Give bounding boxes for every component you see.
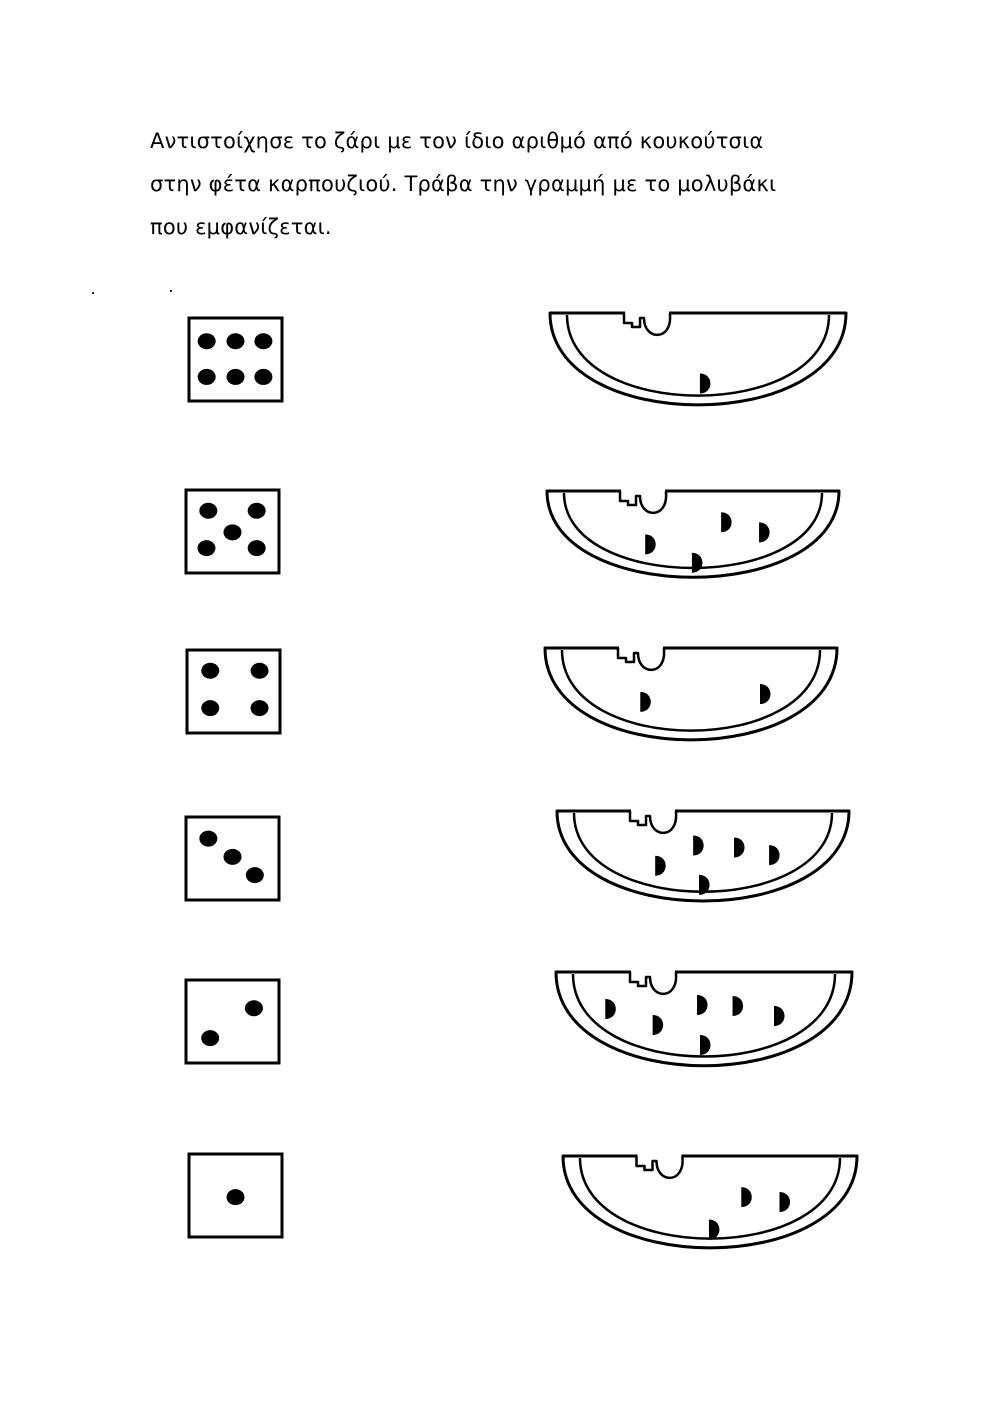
watermelon-slice <box>545 646 837 740</box>
die-pip <box>201 700 219 716</box>
die-face <box>186 980 279 1063</box>
watermelon-slice <box>547 489 839 577</box>
die-pip <box>197 540 215 556</box>
die-pip <box>254 333 272 349</box>
instruction-line-1: Αντιστοίχησε το ζάρι με τον ίδιο αριθμό από κουκούτσια <box>150 129 764 153</box>
die-pip <box>198 333 216 349</box>
watermelon-column <box>545 311 857 1248</box>
die <box>189 1154 282 1237</box>
instruction-line-3: που εμφανίζεται. <box>150 215 332 239</box>
die <box>189 318 282 401</box>
die-pip <box>245 1000 263 1016</box>
watermelon-slice <box>557 809 849 901</box>
die-pip <box>227 333 245 349</box>
die-pip <box>248 503 266 519</box>
die-pip <box>201 663 219 679</box>
die-pip <box>251 700 269 716</box>
watermelon-slice <box>550 311 846 405</box>
die-pip <box>201 1030 219 1046</box>
instruction-line-2: στην φέτα καρπουζιού. Τράβα την γραμμή με το μολυβάκι <box>150 172 777 196</box>
die-pip <box>199 831 217 847</box>
die <box>186 817 279 900</box>
die-pip <box>227 1189 245 1205</box>
die-pip <box>224 849 242 865</box>
die-pip <box>198 369 216 385</box>
watermelon-slice <box>556 970 852 1066</box>
slice-rind <box>545 648 837 740</box>
die-pip <box>199 503 217 519</box>
die <box>186 490 279 573</box>
die-pip <box>227 369 245 385</box>
die-pip <box>246 867 264 883</box>
slice-rind <box>550 313 846 405</box>
die-pip <box>254 369 272 385</box>
die-pip <box>248 540 266 556</box>
die-pip <box>224 524 242 540</box>
die-face <box>189 318 282 401</box>
watermelon-slice <box>563 1154 857 1248</box>
die-pip <box>251 663 269 679</box>
die-face <box>187 650 280 733</box>
die <box>186 980 279 1063</box>
dice-column <box>186 318 282 1237</box>
die <box>187 650 280 733</box>
